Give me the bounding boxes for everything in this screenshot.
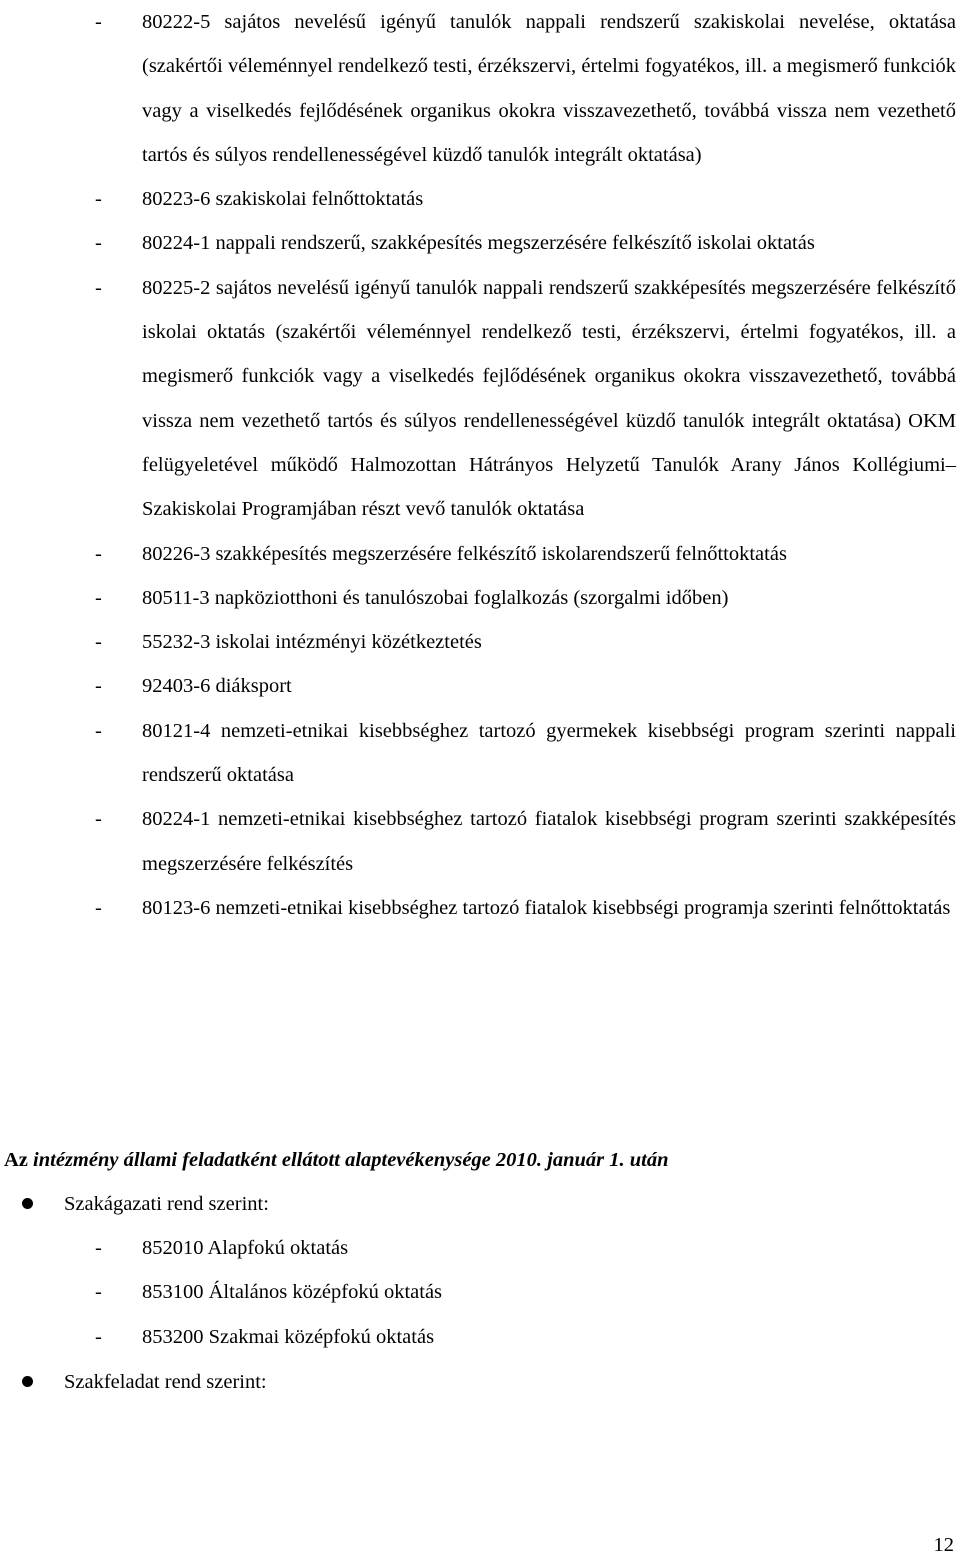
list-item-text: 80123-6 nemzeti-etnikai kisebbséghez tartozó fiatalok kisebbségi programja szerinti felnőttoktatás	[142, 896, 951, 919]
list-item	[95, 1226, 960, 1270]
list-item	[95, 266, 956, 532]
list-dash: -	[95, 1237, 102, 1259]
list-item	[95, 664, 956, 708]
heading-italic: intézmény állami feladatként ellátott alaptevékenysége 2010. január 1. után	[33, 1149, 669, 1171]
heading-prefix: Az	[4, 1149, 34, 1171]
list-item-text: 853100 Általános középfokú oktatás	[142, 1281, 443, 1304]
list-dash: -	[95, 586, 102, 609]
bullet-dot-icon	[22, 1376, 33, 1387]
list-item-text: 92403-6 diáksport	[142, 675, 292, 698]
list-dash: -	[95, 896, 102, 919]
list-dash: -	[95, 808, 102, 831]
list-item	[95, 532, 956, 576]
list-item-text: 852010 Alapfokú oktatás	[142, 1237, 349, 1259]
list-dash: -	[95, 232, 102, 255]
list-item	[95, 797, 956, 886]
bullet-item-szakagazati	[64, 1182, 269, 1226]
list-item-text: 80224-1 nemzeti-etnikai kisebbséghez tartozó fiatalok kisebbségi program szerinti szakképesítés megszerzésére felkészítés	[142, 808, 956, 875]
section-heading	[4, 1138, 669, 1182]
bullet-item-szakfeladat	[64, 1360, 267, 1404]
list-item-text: 80225-2 sajátos nevelésű igényű tanulók nappali rendszerű szakképesítés megszerzésére felkészítő iskolai oktatás (szakértői véleménnyel rendelkező testi, érzékszervi, értelmi fogyatékos, ill. a megismerő funkciók vagy a viselkedés fejlődésének organikus okokra visszavezethető, továbbá vissza nem vezethető tartós és súlyos rendellenességével küzdő tanulók integrált oktatása) OKM felügyeletével működő Halmozottan Hátrányos Helyzetű Tanulók Arany János Kollégiumi–Szakiskolai Programjában részt vevő tanulók oktatása	[142, 276, 956, 521]
list-item	[95, 886, 956, 930]
list-item	[95, 576, 956, 620]
list-item-text: 80121-4 nemzeti-etnikai kisebbséghez tartozó gyermekek kisebbségi program szerinti nappali rendszerű oktatása	[142, 719, 956, 787]
list-item-text: 80222-5 sajátos nevelésű igényű tanulók nappali rendszerű szakiskolai nevelése, oktatása (szakértői véleménnyel rendelkező testi, érzékszervi, értelmi fogyatékos, ill. a megismerő funkciók vagy a viselkedés fejlődésének organikus okokra visszavezethető, továbbá vissza nem vezethető tartós és súlyos rendellenességével küzdő tanulók integrált oktatása)	[142, 11, 956, 166]
list-dash: -	[95, 1281, 102, 1304]
list-item	[95, 1270, 960, 1314]
list-item	[95, 0, 956, 177]
list-dash: -	[95, 631, 102, 654]
page-number: 12	[933, 1534, 954, 1556]
list-dash: -	[95, 719, 102, 742]
list-dash: -	[95, 188, 102, 211]
list-dash: -	[95, 276, 102, 299]
list-dash: -	[95, 1325, 102, 1348]
list-item-text: 80226-3 szakképesítés megszerzésére felkészítő iskolarendszerű felnőttoktatás	[142, 542, 787, 565]
list-item-text: 80511-3 napköziotthoni és tanulószobai foglalkozás (szorgalmi időben)	[142, 586, 729, 609]
list-item	[95, 1315, 960, 1359]
list-item-text: 80224-1 nappali rendszerű, szakképesítés megszerzésére felkészítő iskolai oktatás	[142, 232, 815, 255]
list-item	[95, 709, 956, 798]
list-dash: -	[95, 542, 102, 565]
list-item-text: 55232-3 iskolai intézményi közétkeztetés	[142, 631, 482, 654]
list-item	[95, 221, 956, 265]
bullet-dot-icon	[22, 1198, 33, 1209]
list-dash: -	[95, 11, 102, 33]
list-item	[95, 620, 956, 664]
list-item-text: 853200 Szakmai középfokú oktatás	[142, 1325, 435, 1348]
list-item	[95, 177, 956, 221]
szakagazati-list	[0, 1226, 960, 1359]
bullet-label: Szakágazati rend szerint:	[64, 1193, 269, 1215]
bullet-label: Szakfeladat rend szerint:	[64, 1371, 267, 1393]
list-dash: -	[95, 675, 102, 698]
list-item-text: 80223-6 szakiskolai felnőttoktatás	[142, 188, 424, 211]
